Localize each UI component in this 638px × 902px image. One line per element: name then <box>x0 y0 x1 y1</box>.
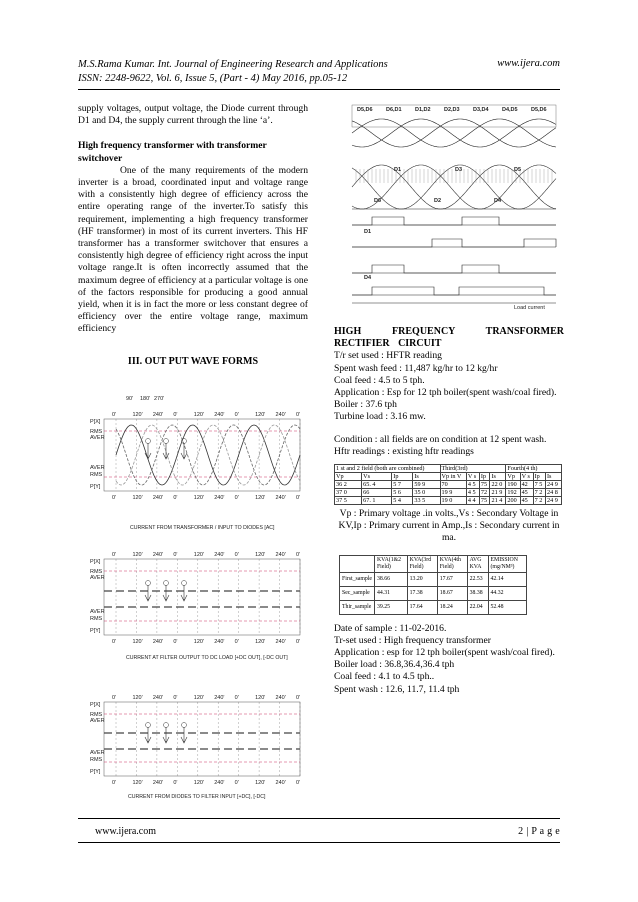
angle-label: 0' <box>296 780 301 786</box>
angle-label: 120' <box>255 780 266 786</box>
angle-label: 120' <box>193 495 205 501</box>
condition-line: Condition : all fields are on condition at 12 spent wash. <box>334 433 547 445</box>
issn-line: ISSN: 2248-9622, Vol. 6, Issue 5, (Part - 4) May 2016, pp.05-12 <box>78 73 348 84</box>
table-cell: 17.64 <box>407 600 437 614</box>
table-cell: Thir_sample <box>340 600 375 614</box>
angle-label: 90' <box>126 396 134 402</box>
angle-label: 0' <box>112 495 117 501</box>
kva-header: KVA(3rd Field) <box>407 555 437 572</box>
angle-label: 0' <box>296 495 301 501</box>
diode-marker <box>146 439 151 444</box>
waveform-figure-dc-out <box>78 545 308 663</box>
angle-label: 240' <box>152 412 164 418</box>
table-cell: 7 5 <box>533 481 545 489</box>
angle-label: 0' <box>173 695 178 701</box>
angle-label: 0' <box>234 695 239 701</box>
plot-frame <box>104 702 300 776</box>
table-cell: 45 <box>520 489 533 497</box>
angle-label: 0' <box>112 780 117 786</box>
diode-label: D4 <box>364 275 372 281</box>
current-pulse <box>352 239 556 247</box>
table-cell: 19 0 <box>440 497 466 505</box>
kva-header: KVA(4th Field) <box>437 555 467 572</box>
setup-line: Turbine load : 3.16 mw. <box>334 411 426 423</box>
table-cell: 44.32 <box>488 586 527 600</box>
current-arrow <box>145 585 151 601</box>
footer-website[interactable]: www.ijera.com <box>95 826 156 837</box>
table-row <box>340 586 527 600</box>
angle-label: 0' <box>173 495 178 501</box>
table-cell: 65. 4 <box>362 481 392 489</box>
table-cell: 52.48 <box>488 600 527 614</box>
diode-marker <box>164 581 169 586</box>
table-cell: 59 9 <box>413 481 440 489</box>
angle-label: 120' <box>132 495 143 501</box>
table-col-header: Vs <box>362 473 392 481</box>
current-pulse <box>352 217 556 225</box>
conduction-label: D5,D6 <box>531 107 547 113</box>
current-pulse <box>352 265 556 273</box>
angle-label: 0' <box>234 639 239 645</box>
page-number: 2 | P a g e <box>518 826 560 837</box>
table-cell: 18.67 <box>437 586 467 600</box>
angle-label: 240' <box>152 552 164 558</box>
angle-label: 120' <box>132 780 143 786</box>
table-cell: 17.38 <box>407 586 437 600</box>
table-col-header: Vp in V <box>440 473 466 481</box>
angle-label: 240' <box>152 495 164 501</box>
table-col-header: Vp <box>506 473 520 481</box>
diode-marker <box>182 723 187 728</box>
kva-header: AVG KVA <box>467 555 488 572</box>
setup-line: T/r set used : HFTR reading <box>334 350 442 362</box>
angle-label: 240' <box>214 780 225 786</box>
angle-label: 0' <box>112 695 117 701</box>
table-row <box>340 600 527 614</box>
angle-label: 120' <box>255 695 266 701</box>
table-row <box>335 497 562 505</box>
table-cell: 21 9 <box>490 489 506 497</box>
angle-label: 120' <box>255 552 266 558</box>
journal-citation: M.S.Rama Kumar. Int. Journal of Engineering Research and Applications <box>78 59 388 70</box>
diode-label: D1 <box>394 167 402 173</box>
angle-label: 0' <box>234 412 239 418</box>
angle-label: 120' <box>255 412 266 418</box>
rectifier-waveform-diagram <box>334 97 566 319</box>
sample-line: Boiler load : 36.8,36.4,36.4 tph <box>334 659 455 671</box>
caption-dc-in: CURRENT FROM DIODES TO FILTER INPUT [+DC], [-DC] <box>128 794 266 800</box>
angle-label: 120' <box>193 552 205 558</box>
diode-marker <box>146 581 151 586</box>
trace-label: P[Y] <box>90 628 101 634</box>
diode-label: D1 <box>364 229 372 235</box>
table-cell: 21 4 <box>490 497 506 505</box>
angle-label: 120' <box>193 695 205 701</box>
table-col-header: Is <box>545 473 561 481</box>
kva-header <box>340 555 375 572</box>
angle-label: 120' <box>193 639 205 645</box>
table-group-header: Third(3rd) <box>440 465 506 473</box>
conduction-label: D2,D3 <box>444 107 460 113</box>
waveform-figure-ac <box>78 395 308 535</box>
diode-marker <box>164 439 169 444</box>
conduction-label: D1,D2 <box>415 107 431 113</box>
trace-label: RMS <box>90 429 103 435</box>
hftr-setup-lines <box>334 350 564 423</box>
left-column <box>78 103 308 368</box>
diode-marker <box>146 723 151 728</box>
table-cell: 18.24 <box>437 600 467 614</box>
caption-ac: CURRENT FROM TRANSFORMER / INPUT TO DIODES [AC] <box>130 525 275 531</box>
current-pulse <box>352 217 556 225</box>
setup-line: Boiler : 37.6 tph <box>334 399 397 411</box>
diode-label: D4 <box>494 198 502 204</box>
angle-label: 240' <box>275 639 286 645</box>
table-cell: 7 2 <box>533 497 545 505</box>
table-group-header: Fourth(4 th) <box>506 465 562 473</box>
trace-label: AVER <box>90 750 105 756</box>
angle-label: 0' <box>296 552 301 558</box>
kva-header: KVA(1&2 Field) <box>374 555 407 572</box>
angle-label: 240' <box>275 412 286 418</box>
output-waveform <box>352 165 556 209</box>
sample-line: Tr-set used : High frequency transformer <box>334 634 491 646</box>
conduction-label: D5,D6 <box>357 107 373 113</box>
angle-label: 120' <box>255 639 266 645</box>
table-cell: 44.31 <box>374 586 407 600</box>
table-col-header: V s <box>520 473 533 481</box>
intro-paragraph: supply voltages, output voltage, the Diode current through D1 and D4, the supply current through the line ‘a’. <box>78 103 308 127</box>
supply-waveform <box>352 119 556 147</box>
table-cell: 24 9 <box>545 481 561 489</box>
plot-frame <box>104 559 300 635</box>
table-cell: 192 <box>506 489 520 497</box>
page-header <box>78 58 560 86</box>
table-cell: 39.25 <box>374 600 407 614</box>
diode-label: D2 <box>434 198 442 204</box>
plot-frame <box>104 419 300 491</box>
table-cell: 42.14 <box>488 572 527 586</box>
angle-label: 120' <box>193 780 205 786</box>
table-cell: 5 7 <box>392 481 413 489</box>
section-heading-hf: High frequency transformer with transformer switchover <box>78 140 267 164</box>
diode-label: D5 <box>514 167 522 173</box>
trace-label: RMS <box>90 472 103 478</box>
table-col-header: Ip <box>533 473 545 481</box>
trace-label: RMS <box>90 569 103 575</box>
conduction-label: D3,D4 <box>473 107 489 113</box>
setup-line: Spent wash feed : 11,487 kg/hr to 12 kg/hr <box>334 362 498 374</box>
table-cell: 75 <box>479 481 490 489</box>
table-cell: 200 <box>506 497 520 505</box>
table-cell: 66 <box>362 489 392 497</box>
angle-label: 120' <box>132 695 143 701</box>
angle-label: 0' <box>234 552 239 558</box>
angle-label: 0' <box>296 412 301 418</box>
angle-label: 0' <box>112 552 117 558</box>
table-col-header: Ip <box>392 473 413 481</box>
table-col-header: Vp <box>335 473 362 481</box>
supply-waveform <box>352 119 556 147</box>
kva-header: EMISSION (mg/NM³) <box>488 555 527 572</box>
table-cell: First_sample <box>340 572 375 586</box>
current-arrow <box>163 727 169 743</box>
hf-rectifier-heading: HIGH FREQUENCY TRANSFORMER RECTIFIER CIRCUIT <box>334 326 564 350</box>
sample-line: Spent wash : 12.6, 11.7, 11.4 tph <box>334 683 460 695</box>
sample-info-lines <box>334 623 564 696</box>
table-cell: 38.38 <box>467 586 488 600</box>
table-cell: 22.53 <box>467 572 488 586</box>
right-column <box>334 326 564 696</box>
angle-label: 240' <box>275 695 286 701</box>
current-arrow <box>145 443 151 459</box>
angle-label: 120' <box>255 495 266 501</box>
setup-line: Coal feed : 4.5 to 5 tph. <box>334 374 425 386</box>
angle-label: 120' <box>193 412 205 418</box>
angle-label: 0' <box>296 639 301 645</box>
angle-label: 120' <box>132 412 143 418</box>
table-cell: 70 <box>440 481 466 489</box>
table-cell: 24 8 <box>545 489 561 497</box>
trace-label: AVER <box>90 435 105 441</box>
footer-rule-bottom <box>78 842 560 843</box>
table-cell: 22.04 <box>467 600 488 614</box>
table-cell: 5 6 <box>392 489 413 497</box>
current-arrow <box>163 585 169 601</box>
angle-label: 0' <box>112 639 117 645</box>
section-title-waveforms: III. OUT PUT WAVE FORMS <box>127 355 259 367</box>
table-legend: Vp : Primary voltage .in volts.,Vs : Secondary Voltage in KV,Ip : Primary current in Amp.,Is : Secondary current in ma. <box>338 508 560 544</box>
table-cell: 5 4 <box>392 497 413 505</box>
table-cell: 22 0 <box>490 481 506 489</box>
header-rule <box>78 89 560 90</box>
table-cell: 37 0 <box>335 489 362 497</box>
table-cell: 33 5 <box>413 497 440 505</box>
table-cell: 4 4 <box>466 497 479 505</box>
trace-label: AVER <box>90 465 105 471</box>
current-arrow <box>181 585 187 601</box>
table-cell: 7 2 <box>533 489 545 497</box>
diode-marker <box>182 581 187 586</box>
trace-label: P[X] <box>90 419 101 425</box>
table-row <box>335 489 562 497</box>
angle-label: 240' <box>275 552 286 558</box>
trace-label: P[Y] <box>90 484 101 490</box>
table-cell: 4 5 <box>466 489 479 497</box>
conduction-label: D4,D5 <box>502 107 518 113</box>
kva-table <box>339 555 527 615</box>
load-current-label: Load current <box>514 305 545 311</box>
trace-label: P[X] <box>90 702 101 708</box>
conduction-label: D6,D1 <box>386 107 402 113</box>
trace-label: RMS <box>90 757 103 763</box>
output-waveform <box>352 165 556 209</box>
output-waveform <box>352 165 556 209</box>
table-cell: 13.20 <box>407 572 437 586</box>
table-cell: 19 9 <box>440 489 466 497</box>
trace-label: RMS <box>90 616 103 622</box>
table-cell: 37 5 <box>335 497 362 505</box>
table-col-header: Is <box>490 473 506 481</box>
table-cell: 190 <box>506 481 520 489</box>
readings-table <box>334 464 562 505</box>
table-cell: 24 9 <box>545 497 561 505</box>
angle-label: 270' <box>154 396 165 402</box>
table-cell: 17.67 <box>437 572 467 586</box>
angle-label: 0' <box>173 639 178 645</box>
angle-label: 0' <box>112 412 117 418</box>
table-col-header: Is <box>413 473 440 481</box>
trace-label: AVER <box>90 609 105 615</box>
hf-body-paragraph: One of the many requirements of the modern inverter is a broad, coordinated input and voltage range with a consistently high degree of efficiency across the entire operating range of the inverter.To satisfy this requirement, implementing a high frequency transformer (HF transformer) in most of its current inverters. This HF transformer has a transformer switchover that ensures a consistently high degree of efficiency right across the input voltage range.It is often incorrectly assumed that the maximum degree of efficiency at a particular voltage is one of the factors responsible for producing a good annual yield, when it is in fact the more or less constant degree of efficiency over the entire voltage range, maximum efficiency <box>78 164 308 335</box>
angle-label: 0' <box>173 780 178 786</box>
angle-label: 120' <box>132 639 143 645</box>
hftr-readings-line: Hftr readings : existing hftr readings <box>334 445 474 457</box>
angle-label: 240' <box>152 639 164 645</box>
footer-rule-top <box>78 818 560 819</box>
trace-label: RMS <box>90 712 103 718</box>
caption-dc-out: CURRENT AT FILTER OUTPUT TO DC LOAD [+DC OUT], [-DC OUT] <box>126 655 288 661</box>
current-arrow <box>181 727 187 743</box>
trace-label: AVER <box>90 718 105 724</box>
journal-website[interactable]: www.ijera.com <box>497 58 560 69</box>
angle-label: 240' <box>152 695 164 701</box>
table-cell: 72 <box>479 489 490 497</box>
sample-line: Coal feed : 4.1 to 4.5 tph.. <box>334 671 435 683</box>
diode-label: D3 <box>455 167 463 173</box>
current-pulse <box>352 239 556 247</box>
table-cell: 4 5 <box>466 481 479 489</box>
table-cell: 45 <box>520 497 533 505</box>
table-cell: Sec_sample <box>340 586 375 600</box>
angle-label: 240' <box>214 639 225 645</box>
angle-label: 180' <box>140 396 151 402</box>
current-pulse <box>352 265 556 273</box>
table-cell: 67. 1 <box>362 497 392 505</box>
table-col-header: Ip <box>479 473 490 481</box>
trace-label: AVER <box>90 575 105 581</box>
angle-label: 120' <box>132 552 143 558</box>
table-cell: 75 <box>479 497 490 505</box>
angle-label: 0' <box>173 412 178 418</box>
supply-waveform <box>352 119 556 147</box>
angle-label: 0' <box>173 552 178 558</box>
table-group-header: 1 st and 2 field (both are combined) <box>335 465 441 473</box>
setup-line: Application : Esp for 12 tph boiler(spent wash/coal fired). <box>334 387 557 399</box>
waveform-figure-dc-in <box>78 690 308 802</box>
diode-marker <box>164 723 169 728</box>
current-arrow <box>145 727 151 743</box>
current-pulse <box>352 287 556 295</box>
table-row <box>335 481 562 489</box>
table-cell: 38.66 <box>374 572 407 586</box>
angle-label: 0' <box>234 495 239 501</box>
angle-label: 0' <box>296 695 301 701</box>
angle-label: 240' <box>214 412 225 418</box>
table-row <box>340 572 527 586</box>
sample-line: Date of sample : 11-02-2016. <box>334 622 447 634</box>
angle-label: 240' <box>214 495 225 501</box>
angle-label: 240' <box>152 780 164 786</box>
trace-label: P[Y] <box>90 769 101 775</box>
table-cell: 42 <box>520 481 533 489</box>
angle-label: 240' <box>214 552 225 558</box>
table-col-header: V s <box>466 473 479 481</box>
angle-label: 0' <box>234 780 239 786</box>
angle-label: 240' <box>275 495 286 501</box>
angle-label: 240' <box>275 780 286 786</box>
angle-label: 240' <box>214 695 225 701</box>
diode-label: D6 <box>374 198 382 204</box>
sample-line: Application : esp for 12 tph boiler(spent wash/coal fired). <box>334 647 555 659</box>
table-cell: 36 2 <box>335 481 362 489</box>
current-pulse <box>352 287 556 295</box>
table-cell: 35 0 <box>413 489 440 497</box>
trace-label: P[X] <box>90 559 101 565</box>
